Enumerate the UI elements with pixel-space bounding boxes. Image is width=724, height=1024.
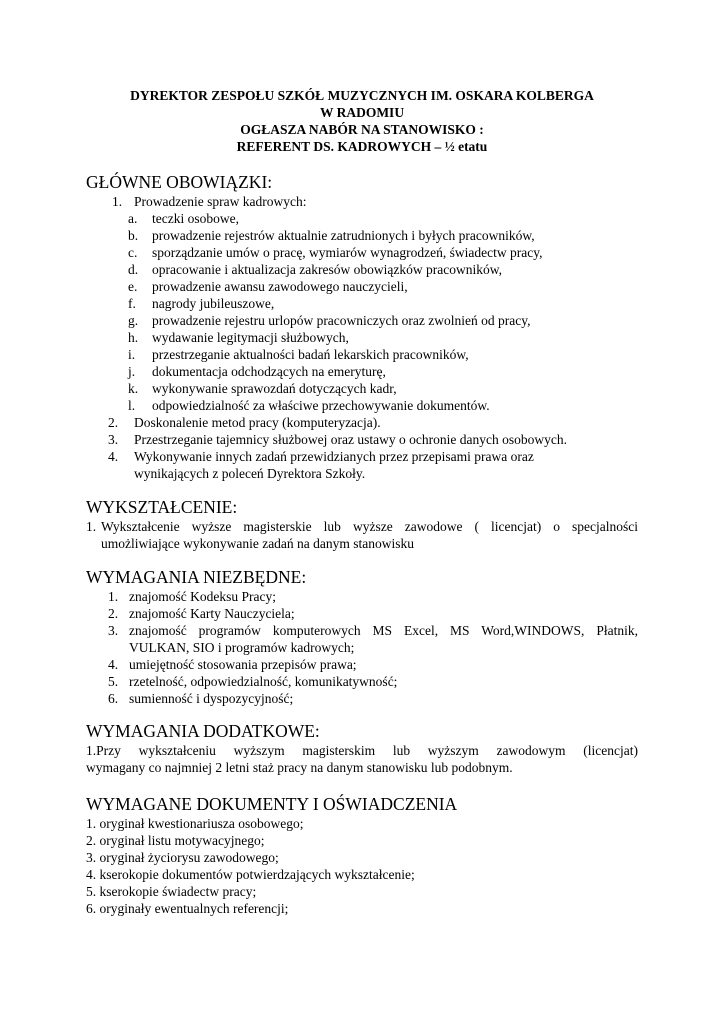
additional-text-continued: wymagany co najmniej 2 letni staż pracy na danym stanowisku lub podobnym. — [86, 760, 513, 775]
document-item: 2. oryginał listu motywacyjnego; — [86, 833, 265, 848]
duty-number: 1. — [112, 194, 123, 209]
subitem-letter: a. — [128, 211, 138, 226]
subitem-text: teczki osobowe, — [152, 211, 239, 226]
duty-number: 3. — [108, 432, 119, 447]
requirement-number: 1. — [108, 589, 119, 604]
header-line-3: OGŁASZA NABÓR NA STANOWISKO : — [240, 122, 484, 137]
requirement-text: umiejętność stosowania przepisów prawa; — [129, 657, 357, 672]
subitem-text: sporządzanie umów o pracę, wymiarów wynagrodzeń, świadectw pracy, — [152, 245, 543, 260]
document-item: 5. kserokopie świadectw pracy; — [86, 884, 257, 899]
requirement-text: znajomość Karty Nauczyciela; — [129, 606, 295, 621]
subitem-letter: j. — [128, 364, 136, 379]
subitem-letter: g. — [128, 313, 139, 328]
requirement-number: 5. — [108, 674, 119, 689]
subitem-text: prowadzenie rejestrów aktualnie zatrudnionych i byłych pracowników, — [152, 228, 535, 243]
subitem-text: nagrody jubileuszowe, — [152, 296, 275, 311]
document-item: 1. oryginał kwestionariusza osobowego; — [86, 816, 304, 831]
requirement-number: 4. — [108, 657, 119, 672]
duty-number: 4. — [108, 449, 119, 464]
subitem-letter: k. — [128, 381, 139, 396]
subitem-text: wykonywanie sprawozdań dotyczących kadr, — [152, 381, 397, 396]
header-line-4: REFERENT DS. KADROWYCH – ½ etatu — [236, 139, 488, 154]
duty-text: Wykonywanie innych zadań przewidzianych przez przepisami prawa oraz — [134, 449, 534, 464]
subitem-text: odpowiedzialność za właściwe przechowywanie dokumentów. — [152, 398, 490, 413]
requirements-title: WYMAGANIA NIEZBĘDNE: — [86, 567, 307, 587]
subitem-letter: e. — [128, 279, 138, 294]
requirement-text: znajomość programów komputerowych MS Excel, MS Word,WINDOWS, Płatnik, — [129, 623, 638, 638]
documents-title: WYMAGANE DOKUMENTY I OŚWIADCZENIA — [86, 794, 458, 814]
duty-number: 2. — [108, 415, 119, 430]
additional-text: 1.Przy wykształceniu wyższym magisterskim lub wyższym zawodowym (licencjat) — [86, 743, 638, 758]
subitem-text: prowadzenie awansu zawodowego nauczycieli, — [152, 279, 408, 294]
subitem-text: wydawanie legitymacji służbowych, — [152, 330, 349, 345]
education-title: WYKSZTAŁCENIE: — [86, 497, 238, 517]
subitem-letter: c. — [128, 245, 138, 260]
duty-text: Doskonalenie metod pracy (komputeryzacja). — [134, 415, 381, 430]
subitem-letter: b. — [128, 228, 139, 243]
header-line-2: W RADOMIU — [319, 105, 405, 120]
additional-title: WYMAGANIA DODATKOWE: — [86, 721, 320, 741]
subitem-text: przestrzeganie aktualności badań lekarskich pracowników, — [152, 347, 469, 362]
requirement-number: 6. — [108, 691, 119, 706]
requirement-number: 3. — [108, 623, 119, 638]
document-item: 6. oryginały ewentualnych referencji; — [86, 901, 289, 916]
education-text: Wykształcenie wyższe magisterskie lub wyższe zawodowe ( licencjat) o specjalności — [101, 519, 638, 534]
duties-title: GŁÓWNE OBOWIĄZKI: — [86, 172, 273, 192]
education-number: 1. — [86, 519, 97, 534]
subitem-letter: i. — [128, 347, 136, 362]
announcement-header — [0, 87, 724, 155]
subitem-text: opracowanie i aktualizacja zakresów obowiązków pracowników, — [152, 262, 502, 277]
requirement-number: 2. — [108, 606, 119, 621]
subitem-letter: l. — [128, 398, 136, 413]
duty-text: Prowadzenie spraw kadrowych: — [134, 194, 307, 209]
requirement-text: rzetelność, odpowiedzialność, komunikatywność; — [129, 674, 398, 689]
duty-text: Przestrzeganie tajemnicy służbowej oraz ustawy o ochronie danych osobowych. — [134, 432, 567, 447]
subitem-letter: d. — [128, 262, 139, 277]
document-item: 4. kserokopie dokumentów potwierdzających wykształcenie; — [86, 867, 415, 882]
header-line-1: DYREKTOR ZESPOŁU SZKÓŁ MUZYCZNYCH IM. OSKARA KOLBERGA — [130, 88, 594, 103]
education-text-continued: umożliwiające wykonywanie zadań na danym stanowisku — [101, 536, 415, 551]
requirement-text: sumienność i dyspozycyjność; — [129, 691, 294, 706]
subitem-letter: f. — [128, 296, 136, 311]
document-item: 3. oryginał życiorysu zawodowego; — [86, 850, 279, 865]
subitem-text: dokumentacja odchodzących na emeryturę, — [152, 364, 386, 379]
requirement-text: znajomość Kodeksu Pracy; — [129, 589, 276, 604]
subitem-letter: h. — [128, 330, 139, 345]
requirement-text-continued: VULKAN, SIO i programów kadrowych; — [129, 640, 355, 655]
subitem-text: prowadzenie rejestru urlopów pracowniczych oraz zwolnień od pracy, — [152, 313, 531, 328]
duty-text-continued: wynikających z poleceń Dyrektora Szkoły. — [134, 466, 366, 481]
